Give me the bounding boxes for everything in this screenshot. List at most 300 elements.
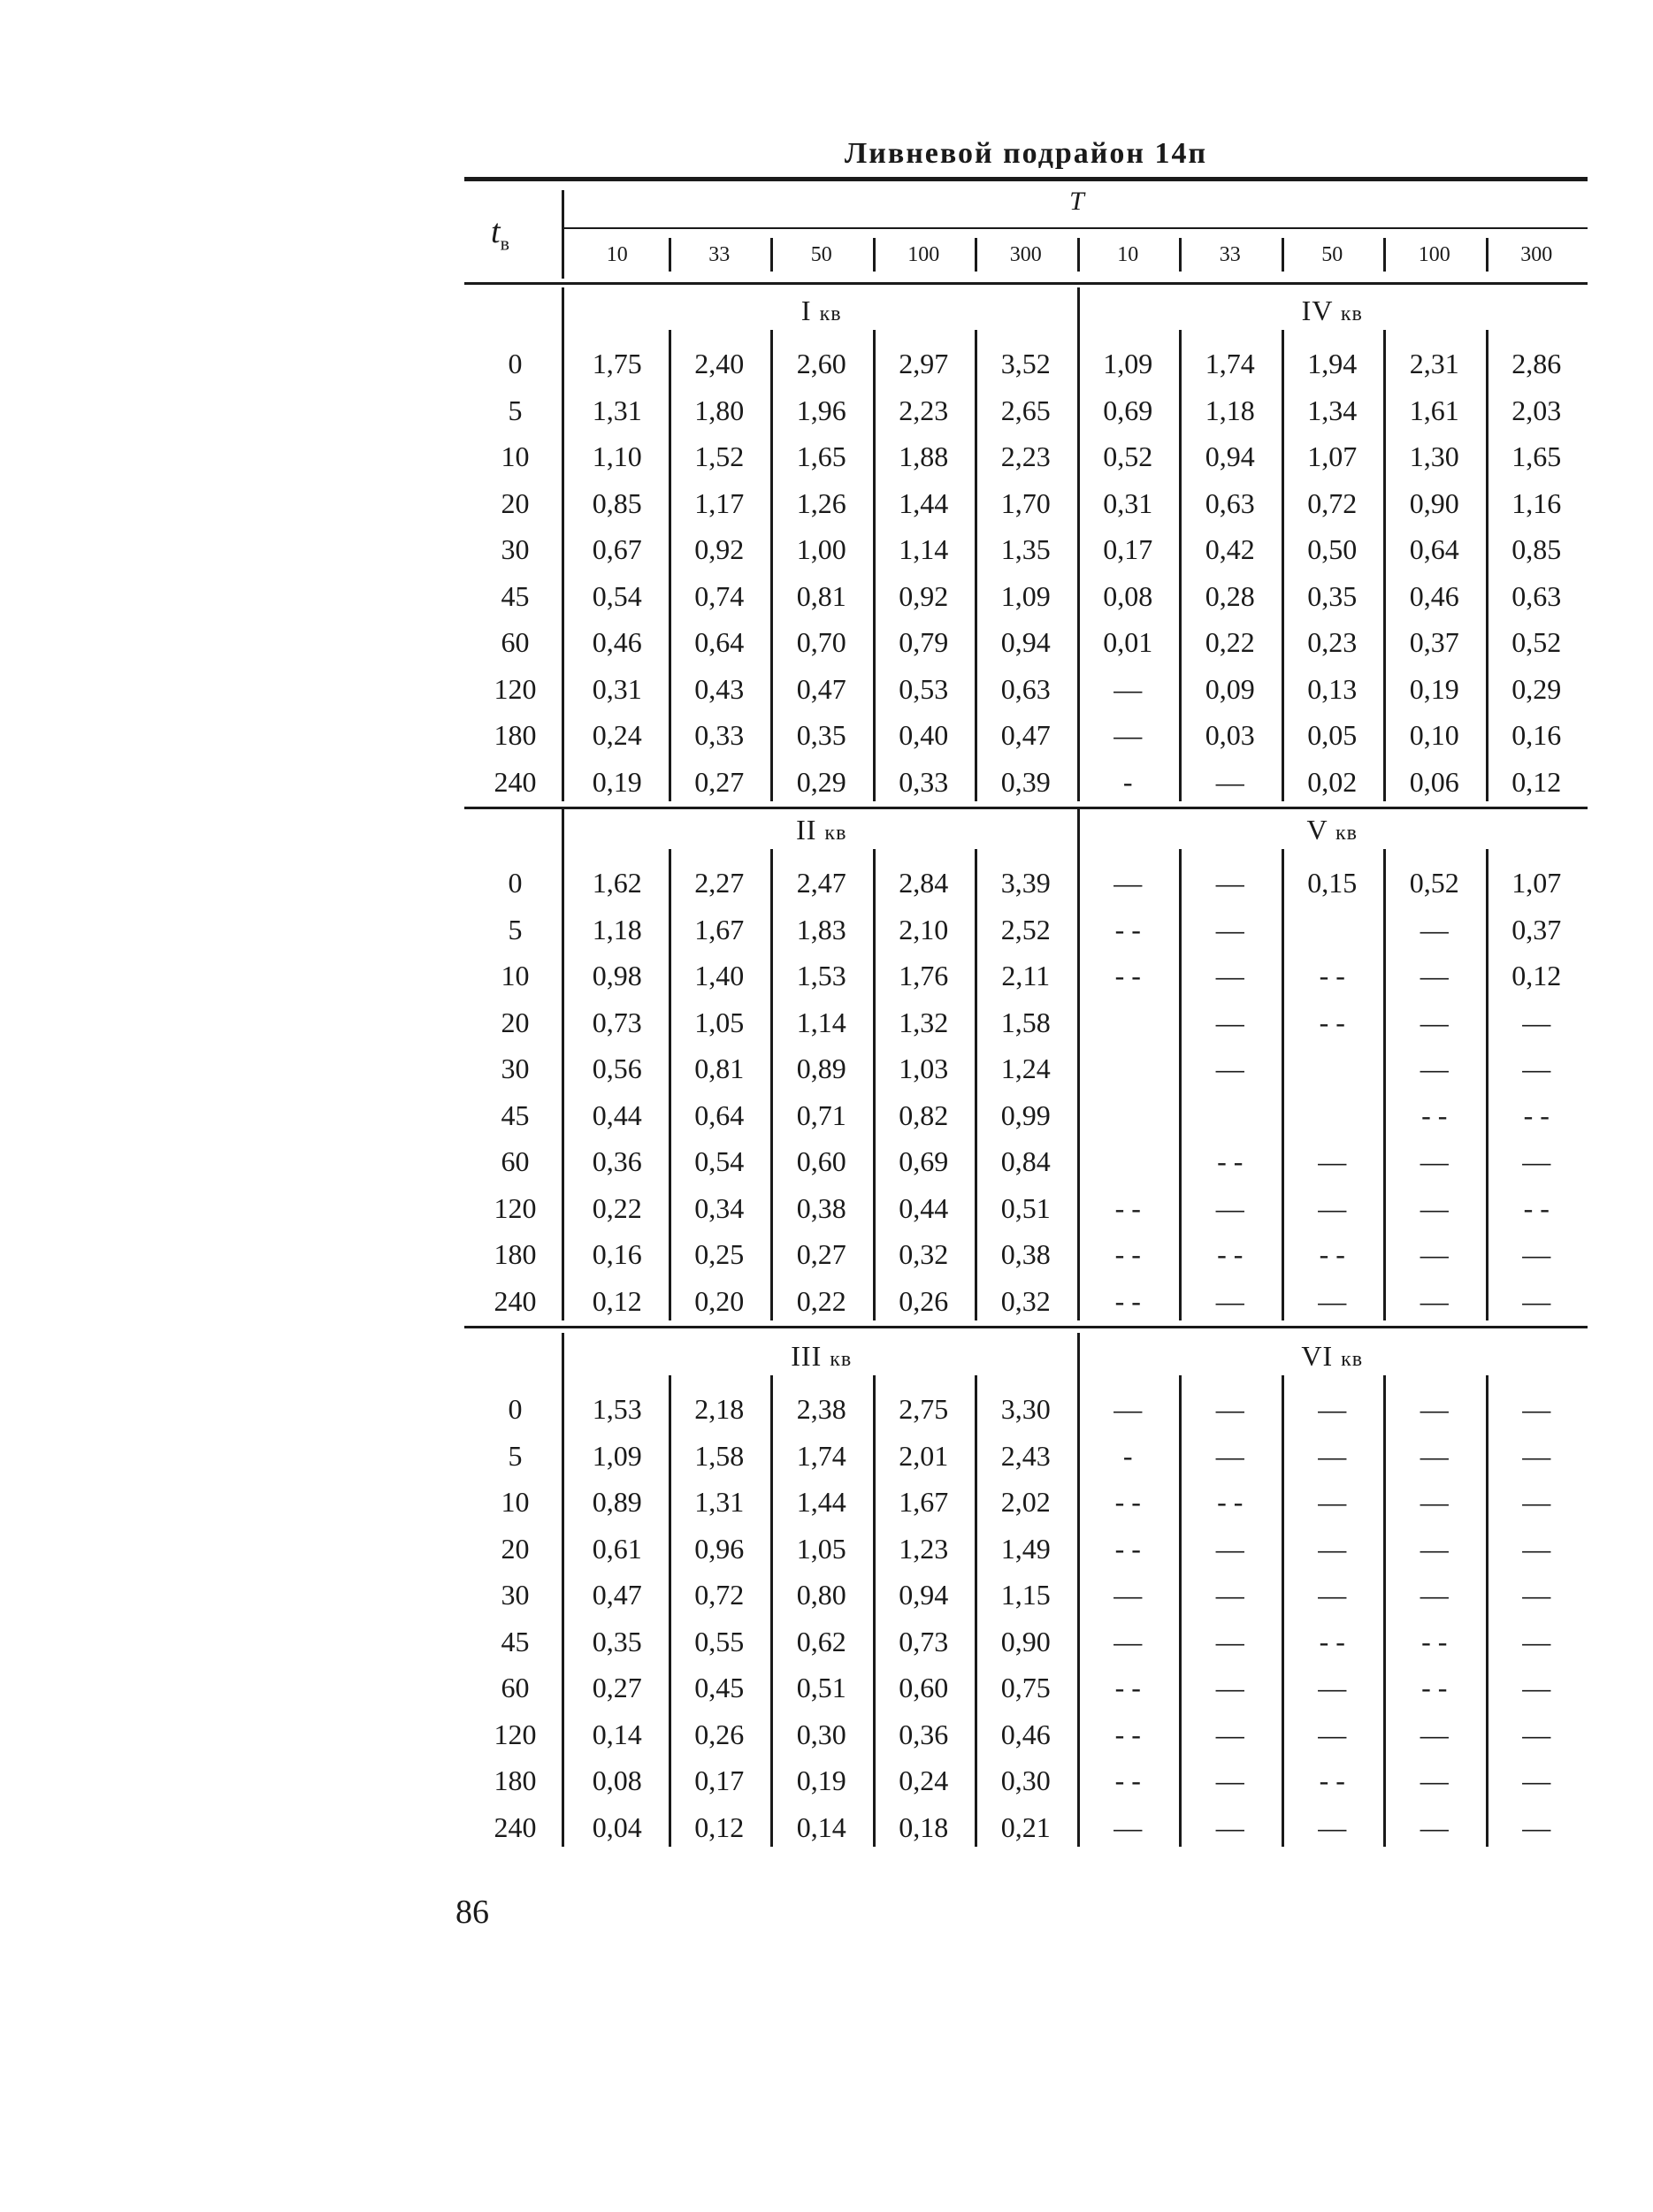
table-cell: — — [1420, 1764, 1449, 1796]
table-cell: 1,53 — [796, 960, 846, 991]
table-cell: 3,52 — [1000, 348, 1051, 379]
band-left-roman: III — [791, 1340, 823, 1372]
table-cell: 1,15 — [1000, 1579, 1051, 1611]
row-label: 180 — [494, 1238, 537, 1270]
row-label: 10 — [501, 960, 530, 991]
table-cell: 0,01 — [1103, 626, 1153, 658]
band-right-label — [1077, 1340, 1588, 1373]
band-left-label — [566, 814, 1077, 846]
table-cell: 0,47 — [1000, 719, 1051, 751]
table-cell: — — [1522, 1672, 1551, 1703]
table-cell: 0,60 — [796, 1145, 846, 1177]
table-cell: 1,96 — [796, 394, 846, 426]
table-cell: — — [1215, 867, 1244, 899]
table-cell: 0,53 — [899, 672, 949, 705]
table-cell: — — [1420, 1393, 1449, 1425]
column-header-divider — [1179, 238, 1182, 272]
row-label: 30 — [501, 1579, 530, 1611]
table-cell: — — [1420, 1006, 1449, 1038]
table-cell: 0,55 — [694, 1625, 745, 1657]
table-cell: — — [1420, 1238, 1449, 1270]
table-cell: 0,42 — [1205, 533, 1255, 565]
table-cell: 0,19 — [592, 765, 642, 798]
table-cell: 0,94 — [1000, 626, 1051, 658]
table-cell: 0,30 — [1000, 1764, 1051, 1796]
table-cell: 0,23 — [1307, 626, 1358, 658]
column-header: 300 — [1520, 243, 1553, 266]
table-cell: 0,52 — [1511, 626, 1562, 658]
table-cell: — — [1522, 1764, 1551, 1796]
table-cell: 2,38 — [796, 1393, 846, 1425]
table-cell: — — [1318, 1191, 1347, 1224]
table-cell: — — [1113, 867, 1143, 899]
table-cell: — — [1215, 1718, 1244, 1750]
table-cell: 0,15 — [1307, 867, 1358, 899]
table-cell — [1282, 1045, 1384, 1091]
table-cell: — — [1215, 765, 1244, 798]
band-right-roman: VI — [1301, 1340, 1334, 1372]
row-label: 20 — [501, 486, 530, 519]
table-cell: - - — [1319, 1625, 1345, 1657]
table-cell: — — [1420, 1810, 1449, 1843]
table-cell: 2,18 — [694, 1393, 745, 1425]
row-label: 10 — [501, 1486, 530, 1518]
row-label: 60 — [501, 1145, 530, 1177]
table-cell: — — [1522, 1052, 1551, 1084]
table-cell: 0,46 — [1000, 1718, 1051, 1750]
table-cell: 0,40 — [899, 719, 949, 751]
table-cell: 0,26 — [694, 1718, 745, 1750]
page-title: Ливневой подрайон 14п — [844, 137, 1208, 170]
table-cell: 2,47 — [796, 867, 846, 899]
table-cell: 1,75 — [592, 348, 642, 379]
row-label-subscript: в — [500, 232, 509, 255]
table-cell: 0,12 — [694, 1810, 745, 1843]
table-cell — [1077, 1138, 1180, 1184]
table-cell: 0,38 — [796, 1191, 846, 1224]
table-cell: 1,17 — [694, 486, 745, 519]
table-cell: 0,47 — [796, 672, 846, 705]
table-cell: 1,65 — [796, 440, 846, 472]
table-cell: 1,83 — [796, 913, 846, 945]
column-header: 33 — [708, 243, 731, 266]
column-header-divider — [1486, 238, 1488, 272]
table-cell: — — [1522, 1238, 1551, 1270]
table-cell: — — [1215, 1672, 1244, 1703]
row-label: 30 — [501, 1052, 530, 1084]
table-cell: 0,17 — [1103, 533, 1153, 565]
table-cell: 0,37 — [1511, 913, 1562, 945]
table-cell: 0,90 — [1000, 1625, 1051, 1657]
table-cell: 1,10 — [592, 440, 642, 472]
row-label: 5 — [508, 913, 523, 945]
row-label: 20 — [501, 1006, 530, 1038]
table-cell: — — [1420, 1579, 1449, 1611]
table-cell: — — [1522, 1393, 1551, 1425]
table-cell: 0,02 — [1307, 765, 1358, 798]
table-cell: 0,30 — [796, 1718, 846, 1750]
table-cell: 1,05 — [694, 1006, 745, 1038]
table-cell: 0,67 — [592, 533, 642, 565]
table-cell: — — [1318, 1486, 1347, 1518]
table-cell: 1,16 — [1511, 486, 1562, 519]
table-cell: 0,99 — [1000, 1098, 1051, 1131]
table-cell: — — [1113, 1579, 1143, 1611]
table-cell: 1,00 — [796, 533, 846, 565]
column-header-divider — [669, 238, 671, 272]
band-right-label — [1077, 814, 1588, 846]
table-cell: 0,69 — [899, 1145, 949, 1177]
table-cell: 0,08 — [592, 1764, 642, 1796]
table-cell: 0,84 — [1000, 1145, 1051, 1177]
table-cell: — — [1318, 1810, 1347, 1843]
column-header: 50 — [810, 243, 832, 266]
table-cell: — — [1318, 1145, 1347, 1177]
table-cell: - - — [1523, 1098, 1550, 1131]
table-cell: — — [1420, 1191, 1449, 1224]
table-cell: 3,30 — [1000, 1393, 1051, 1425]
table-cell: 0,16 — [1511, 719, 1562, 751]
table-cell: 0,44 — [592, 1098, 642, 1131]
table-cell: 1,31 — [694, 1486, 745, 1518]
table-cell: 1,09 — [592, 1439, 642, 1472]
table-cell: 2,02 — [1000, 1486, 1051, 1518]
table-cell: 0,19 — [796, 1764, 846, 1796]
table-cell: 0,50 — [1307, 533, 1358, 565]
header-left-divider — [562, 190, 564, 279]
column-header: 33 — [1219, 243, 1241, 266]
column-header-divider — [873, 238, 876, 272]
table-cell: — — [1522, 1006, 1551, 1038]
table-cell: 0,06 — [1409, 765, 1459, 798]
table-cell: 0,54 — [694, 1145, 745, 1177]
column-header-divider — [1383, 238, 1386, 272]
table-cell: 1,52 — [694, 440, 745, 472]
table-cell: 0,28 — [1205, 579, 1255, 612]
table-cell: — — [1318, 1718, 1347, 1750]
table-cell: 0,46 — [1409, 579, 1459, 612]
table-cell: 0,09 — [1205, 672, 1255, 705]
table-cell: — — [1420, 1486, 1449, 1518]
table-cell: 1,58 — [1000, 1006, 1051, 1038]
table-cell: 0,19 — [1409, 672, 1459, 705]
table-cell: 0,04 — [592, 1810, 642, 1843]
table-cell: 0,62 — [796, 1625, 846, 1657]
table-cell: 1,34 — [1307, 394, 1358, 426]
row-label: 180 — [494, 719, 537, 751]
band-separator-rule — [464, 1326, 1588, 1328]
table-cell: — — [1113, 1810, 1143, 1843]
table-cell: 0,32 — [899, 1238, 949, 1270]
column-header-divider — [1282, 238, 1284, 272]
table-cell: 0,51 — [796, 1672, 846, 1703]
row-label: 5 — [508, 1439, 523, 1472]
table-cell: 0,89 — [796, 1052, 846, 1084]
table-cell: 0,96 — [694, 1532, 745, 1565]
table-cell: 1,74 — [1205, 348, 1255, 379]
row-label: 120 — [494, 672, 537, 705]
table-cell: - - — [1114, 1672, 1141, 1703]
table-cell: — — [1215, 1006, 1244, 1038]
table-cell: 2,27 — [694, 867, 745, 899]
table-cell: 1,76 — [899, 960, 949, 991]
table-cell: 0,33 — [694, 719, 745, 751]
table-cell: 1,09 — [1103, 348, 1153, 379]
row-label: 45 — [501, 579, 530, 612]
table-cell: - - — [1319, 1006, 1345, 1038]
column-header: 100 — [907, 243, 940, 266]
table-cell: — — [1318, 1672, 1347, 1703]
table-cell: 2,84 — [899, 867, 949, 899]
band-right-roman: V — [1306, 814, 1328, 846]
row-label: 60 — [501, 1672, 530, 1703]
row-label: 120 — [494, 1191, 537, 1224]
table-cell: - - — [1217, 1486, 1244, 1518]
row-label: 30 — [501, 533, 530, 565]
table-cell: 0,54 — [592, 579, 642, 612]
table-cell: — — [1113, 719, 1143, 751]
table-cell: 2,11 — [1001, 960, 1051, 991]
band-right-label — [1077, 295, 1588, 327]
table-cell: — — [1215, 1579, 1244, 1611]
table-cell: 0,14 — [592, 1718, 642, 1750]
group-label-T: T — [1069, 187, 1084, 216]
table-cell: 0,38 — [1000, 1238, 1051, 1270]
table-cell: - - — [1217, 1145, 1244, 1177]
table-cell: — — [1522, 1718, 1551, 1750]
table-cell: — — [1215, 1439, 1244, 1472]
table-cell: 0,22 — [1205, 626, 1255, 658]
table-cell: 1,14 — [899, 533, 949, 565]
table-cell: — — [1318, 1439, 1347, 1472]
table-cell: - - — [1114, 1191, 1141, 1224]
table-cell: 0,12 — [592, 1284, 642, 1317]
table-cell: 1,31 — [592, 394, 642, 426]
table-cell: 1,14 — [796, 1006, 846, 1038]
table-cell: 0,17 — [694, 1764, 745, 1796]
table-cell: - — [1122, 1439, 1133, 1472]
table-cell: 0,44 — [899, 1191, 949, 1224]
table-cell — [1077, 1092, 1180, 1138]
table-cell: — — [1522, 1284, 1551, 1317]
table-cell: 2,43 — [1000, 1439, 1051, 1472]
table-cell: — — [1215, 1284, 1244, 1317]
table-cell: 1,74 — [796, 1439, 846, 1472]
table-cell: — — [1522, 1145, 1551, 1177]
table-cell: 0,74 — [694, 579, 745, 612]
table-cell: 2,23 — [1000, 440, 1051, 472]
row-label: 120 — [494, 1718, 537, 1750]
row-label: 10 — [501, 440, 530, 472]
table-cell: 1,30 — [1409, 440, 1459, 472]
table-cell: 0,08 — [1103, 579, 1153, 612]
table-cell: 0,52 — [1103, 440, 1153, 472]
band-separator-rule — [464, 807, 1588, 809]
table-cell: 0,81 — [694, 1052, 745, 1084]
table-cell: 2,75 — [899, 1393, 949, 1425]
table-cell: 0,63 — [1205, 486, 1255, 519]
table-cell: 0,36 — [592, 1145, 642, 1177]
table-cell: 0,60 — [899, 1672, 949, 1703]
table-cell: 0,64 — [694, 626, 745, 658]
table-cell: 0,61 — [592, 1532, 642, 1565]
table-cell: 0,14 — [796, 1810, 846, 1843]
table-cell: 0,85 — [592, 486, 642, 519]
table-cell: 0,98 — [592, 960, 642, 991]
table-cell: 0,12 — [1511, 765, 1562, 798]
table-cell: 0,35 — [796, 719, 846, 751]
table-cell: — — [1215, 913, 1244, 945]
table-cell: 1,53 — [592, 1393, 642, 1425]
table-cell: 0,27 — [694, 765, 745, 798]
column-header-divider — [1077, 238, 1080, 272]
table-cell: 0,81 — [796, 579, 846, 612]
table-cell: 1,40 — [694, 960, 745, 991]
table-cell: 0,25 — [694, 1238, 745, 1270]
table-cell: 0,72 — [694, 1579, 745, 1611]
table-cell: — — [1113, 1393, 1143, 1425]
table-cell: — — [1318, 1284, 1347, 1317]
row-label: 45 — [501, 1625, 530, 1657]
table-cell: — — [1522, 1810, 1551, 1843]
table-cell: — — [1215, 1764, 1244, 1796]
table-cell: 1,35 — [1000, 533, 1051, 565]
table-cell: 0,71 — [796, 1098, 846, 1131]
table-cell: 1,49 — [1000, 1532, 1051, 1565]
table-cell: 1,32 — [899, 1006, 949, 1038]
table-cell: 0,24 — [899, 1764, 949, 1796]
table-cell: 0,69 — [1103, 394, 1153, 426]
table-cell: 1,18 — [1205, 394, 1255, 426]
table-cell: 2,65 — [1000, 394, 1051, 426]
table-cell: - — [1122, 765, 1133, 798]
table-cell: 0,45 — [694, 1672, 745, 1703]
table-cell: — — [1215, 960, 1244, 991]
table-cell: 0,92 — [899, 579, 949, 612]
band-unit: кв — [1335, 822, 1358, 845]
table-cell: 2,01 — [899, 1439, 949, 1472]
column-header-divider — [770, 238, 773, 272]
band-right-roman: IV — [1301, 295, 1333, 326]
table-cell: 0,73 — [899, 1625, 949, 1657]
table-cell: — — [1215, 1532, 1244, 1565]
header-mid-rule — [562, 227, 1588, 229]
table-cell: 0,26 — [899, 1284, 949, 1317]
table-cell: 1,94 — [1307, 348, 1358, 379]
table-cell: 0,43 — [694, 672, 745, 705]
table-cell: 0,72 — [1307, 486, 1358, 519]
table-cell: 1,09 — [1000, 579, 1051, 612]
table-cell: 0,24 — [592, 719, 642, 751]
band-unit: кв — [819, 302, 842, 325]
row-label: 0 — [508, 348, 523, 379]
table-cell: 0,90 — [1409, 486, 1459, 519]
table-cell: - - — [1421, 1625, 1448, 1657]
table-cell: 0,03 — [1205, 719, 1255, 751]
column-header: 10 — [606, 243, 628, 266]
row-label: 45 — [501, 1098, 530, 1131]
table-cell: 0,35 — [1307, 579, 1358, 612]
table-cell: 0,46 — [592, 626, 642, 658]
table-cell: — — [1215, 1810, 1244, 1843]
table-cell: — — [1113, 1625, 1143, 1657]
table-cell: 2,23 — [899, 394, 949, 426]
table-cell: 0,63 — [1000, 672, 1051, 705]
table-cell: 0,80 — [796, 1579, 846, 1611]
band-unit: кв — [830, 1348, 853, 1371]
table-cell: 0,52 — [1409, 867, 1459, 899]
row-label: 240 — [494, 1810, 537, 1843]
band-unit: кв — [1341, 1348, 1364, 1371]
page-number: 86 — [455, 1894, 489, 1931]
table-cell: - - — [1421, 1098, 1448, 1131]
row-label: 180 — [494, 1764, 537, 1796]
table-cell: - - — [1523, 1191, 1550, 1224]
table-cell: 0,73 — [592, 1006, 642, 1038]
table-cell: — — [1420, 960, 1449, 991]
table-cell: 0,70 — [796, 626, 846, 658]
table-cell: 2,97 — [899, 348, 949, 379]
table-cell: - - — [1114, 1764, 1141, 1796]
table-cell: 2,10 — [899, 913, 949, 945]
table-cell: - - — [1319, 1238, 1345, 1270]
table-cell: 2,31 — [1409, 348, 1459, 379]
table-cell: 1,44 — [796, 1486, 846, 1518]
table-cell: 0,75 — [1000, 1672, 1051, 1703]
table-cell: - - — [1114, 1284, 1141, 1317]
table-cell: 0,51 — [1000, 1191, 1051, 1224]
table-cell: 0,29 — [1511, 672, 1562, 705]
table-cell: 2,40 — [694, 348, 745, 379]
table-cell: 0,36 — [899, 1718, 949, 1750]
table-cell: — — [1522, 1579, 1551, 1611]
table-cell: — — [1420, 1439, 1449, 1472]
table-cell — [1282, 907, 1384, 953]
table-cell: 0,20 — [694, 1284, 745, 1317]
table-cell: 0,89 — [592, 1486, 642, 1518]
table-cell: - - — [1319, 960, 1345, 991]
band-left-label — [566, 1340, 1077, 1373]
table-cell: 0,37 — [1409, 626, 1459, 658]
table-cell: 1,23 — [899, 1532, 949, 1565]
table-cell: 0,13 — [1307, 672, 1358, 705]
band-left-roman: II — [796, 814, 817, 846]
table-cell: 1,65 — [1511, 440, 1562, 472]
row-label: 0 — [508, 1393, 523, 1425]
table-cell: — — [1420, 1284, 1449, 1317]
table-cell: 0,85 — [1511, 533, 1562, 565]
row-label: 20 — [501, 1532, 530, 1565]
table-cell: 0,64 — [1409, 533, 1459, 565]
column-header: 50 — [1321, 243, 1343, 266]
table-cell: - - — [1217, 1238, 1244, 1270]
table-cell: — — [1522, 1439, 1551, 1472]
row-label: 60 — [501, 626, 530, 658]
row-label-symbol: t — [491, 213, 501, 250]
table-cell: 0,82 — [899, 1098, 949, 1131]
table-cell: 0,92 — [694, 533, 745, 565]
table-cell: 0,21 — [1000, 1810, 1051, 1843]
table-cell: — — [1420, 1145, 1449, 1177]
table-cell: - - — [1319, 1764, 1345, 1796]
table-cell: 0,27 — [592, 1672, 642, 1703]
table-cell: - - — [1114, 1718, 1141, 1750]
table-cell: — — [1215, 1625, 1244, 1657]
table-cell: 2,03 — [1511, 394, 1562, 426]
table-cell: — — [1318, 1579, 1347, 1611]
table-cell: — — [1420, 913, 1449, 945]
table-cell: - - — [1114, 1238, 1141, 1270]
